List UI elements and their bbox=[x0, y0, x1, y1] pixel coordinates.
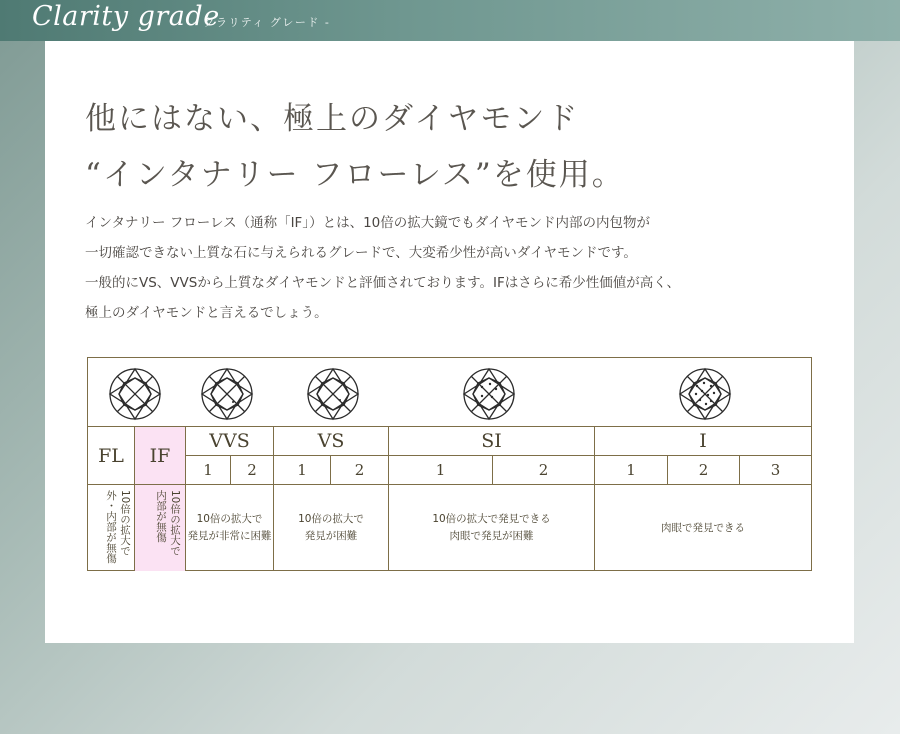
headline-line-1: 他にはない、極上のダイヤモンド bbox=[85, 101, 580, 137]
sub-i-2: 2 bbox=[698, 461, 709, 479]
description-line-2: 一切確認できない上質な石に与えられるグレードで、大変希少性が高いダイヤモンドです。 bbox=[85, 245, 637, 261]
flawless-diamond-icon bbox=[108, 367, 162, 421]
grade-si: SI bbox=[481, 430, 502, 452]
grade-vvs: VVS bbox=[209, 430, 250, 452]
sub-vs-2: 2 bbox=[354, 461, 365, 479]
sub-vvs-2: 2 bbox=[247, 461, 257, 479]
desc-if: 10倍の拡大で 内部が無傷 bbox=[155, 490, 181, 556]
grade-if: IF bbox=[149, 444, 171, 467]
sub-si-2: 2 bbox=[538, 461, 549, 479]
si-diamond-icon bbox=[462, 367, 516, 421]
desc-fl: 10倍の拡大で 外・内部が無傷 bbox=[105, 490, 131, 564]
page-subtitle: - クラリティ グレード - bbox=[193, 16, 331, 29]
vvs-diamond-icon bbox=[200, 367, 254, 421]
sub-i-3: 3 bbox=[770, 461, 781, 479]
desc-vvs: 10倍の拡大で 発見が非常に困難 bbox=[187, 513, 272, 542]
grade-fl: FL bbox=[98, 444, 124, 467]
i-diamond-icon bbox=[678, 367, 732, 421]
sub-i-1: 1 bbox=[626, 461, 636, 479]
desc-si: 10倍の拡大で発見できる 肉眼で発見が困難 bbox=[432, 513, 551, 542]
page-title: Clarity grade bbox=[32, 1, 220, 32]
headline-line-2: “インタナリー フローレス”を使用。 bbox=[85, 157, 625, 193]
desc-vs: 10倍の拡大で 発見が困難 bbox=[298, 513, 364, 542]
description-line-1: インタナリー フローレス（通称「IF」）とは、10倍の拡大鏡でもダイヤモンド内部の内包物が bbox=[85, 215, 650, 231]
grade-vs: VS bbox=[317, 430, 345, 452]
sub-vvs-1: 1 bbox=[203, 461, 213, 479]
sub-vs-1: 1 bbox=[297, 461, 307, 479]
description-line-3: 一般的にVS、VVSから上質なダイヤモンドと評価されております。IFはさらに希少性価値が高く、 bbox=[85, 275, 680, 291]
clarity-grade-table bbox=[87, 357, 812, 571]
content-panel bbox=[45, 41, 854, 643]
sub-si-1: 1 bbox=[435, 461, 446, 479]
header-bar bbox=[0, 0, 900, 41]
grade-i: I bbox=[699, 430, 707, 452]
description-line-4: 極上のダイヤモンドと言えるでしょう。 bbox=[85, 305, 328, 321]
desc-i: 肉眼で発見できる bbox=[661, 521, 745, 534]
description-text bbox=[85, 208, 680, 328]
vs-diamond-icon bbox=[306, 367, 360, 421]
